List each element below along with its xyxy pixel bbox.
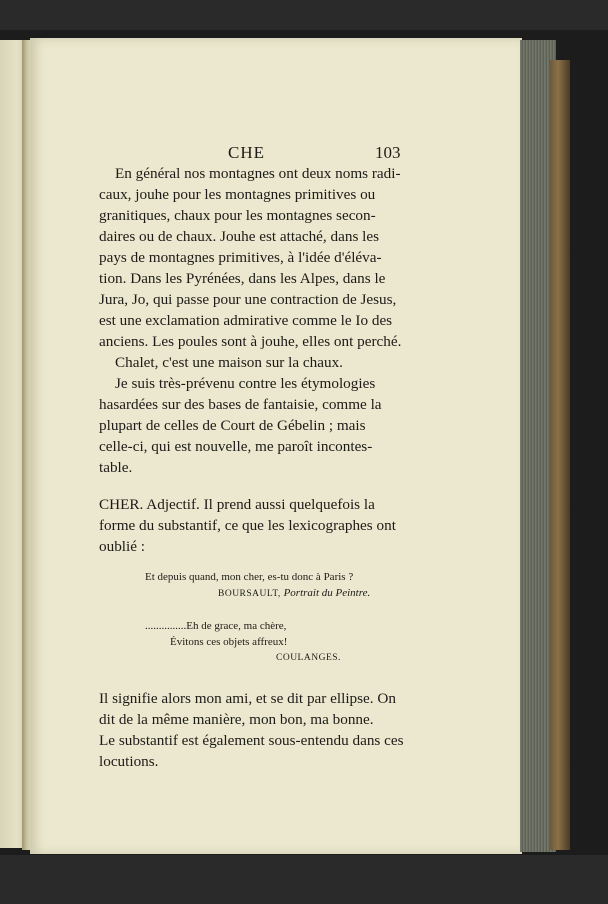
cher-entry-line-3: oublié : xyxy=(99,538,145,555)
paragraph-2-line-1: Je suis très-prévenu contre les étymologies xyxy=(115,375,376,392)
paragraph-3-line-3: Le substantif est également sous-entendu dans ces xyxy=(99,732,404,749)
page-number: 103 xyxy=(375,143,401,162)
quote-2-author: COULANGES. xyxy=(276,653,341,663)
paragraph-3-line-1: Il signifie alors mon ami, et se dit par ellipse. On xyxy=(99,690,396,707)
paragraph-2-line-5: table. xyxy=(99,459,133,476)
paragraph-1-line-2: caux, jouhe pour les montagnes primitives ou xyxy=(99,186,376,203)
paragraph-1-line-8: est une exclamation admirative comme le Io des xyxy=(99,312,393,329)
paragraph-3-line-2: dit de la même manière, mon bon, ma bonne. xyxy=(99,711,374,728)
paragraph-1-line-3: granitiques, chaux pour les montagnes secon- xyxy=(99,207,376,224)
paragraph-2-line-3: plupart de celles de Court de Gébelin ; mais xyxy=(99,417,366,434)
quote-1-source xyxy=(218,587,370,599)
paragraph-3-line-4: locutions. xyxy=(99,753,159,770)
quote-2-line-2: Évitons ces objets affreux! xyxy=(170,636,288,648)
cher-entry-line-1: CHER. Adjectif. Il prend aussi quelquefois la xyxy=(99,496,375,513)
paragraph-1-line-9: anciens. Les poules sont à jouhe, elles ont perché. xyxy=(99,333,402,350)
paragraph-1-line-7: Jura, Jo, qui passe pour une contraction de Jesus, xyxy=(99,291,397,308)
running-head: CHE xyxy=(228,143,265,162)
quote-2-line-1: ...............Eh de grace, ma chère, xyxy=(145,620,287,632)
paragraph-2-line-4: celle-ci, qui est nouvelle, me paroît incontes- xyxy=(99,438,373,455)
cher-entry-line-2: forme du substantif, ce que les lexicographes ont xyxy=(99,517,396,534)
chalet-line: Chalet, c'est une maison sur la chaux. xyxy=(115,354,343,371)
quote-1-line: Et depuis quand, mon cher, es-tu donc à Paris ? xyxy=(145,571,354,583)
paragraph-2-line-2: hasardées sur des bases de fantaisie, comme la xyxy=(99,396,382,413)
quote-1-work: Portrait du Peintre. xyxy=(283,587,371,599)
paragraph-1-line-6: tion. Dans les Pyrénées, dans les Alpes, dans le xyxy=(99,270,386,287)
quote-1-author: BOURSAULT, xyxy=(218,589,281,599)
paragraph-1-line-5: pays de montagnes primitives, à l'idée d'éléva- xyxy=(99,249,382,266)
paragraph-1-line-4: daires ou de chaux. Jouhe est attaché, dans les xyxy=(99,228,380,245)
paragraph-1-line-1: En général nos montagnes ont deux noms radi- xyxy=(115,165,401,182)
